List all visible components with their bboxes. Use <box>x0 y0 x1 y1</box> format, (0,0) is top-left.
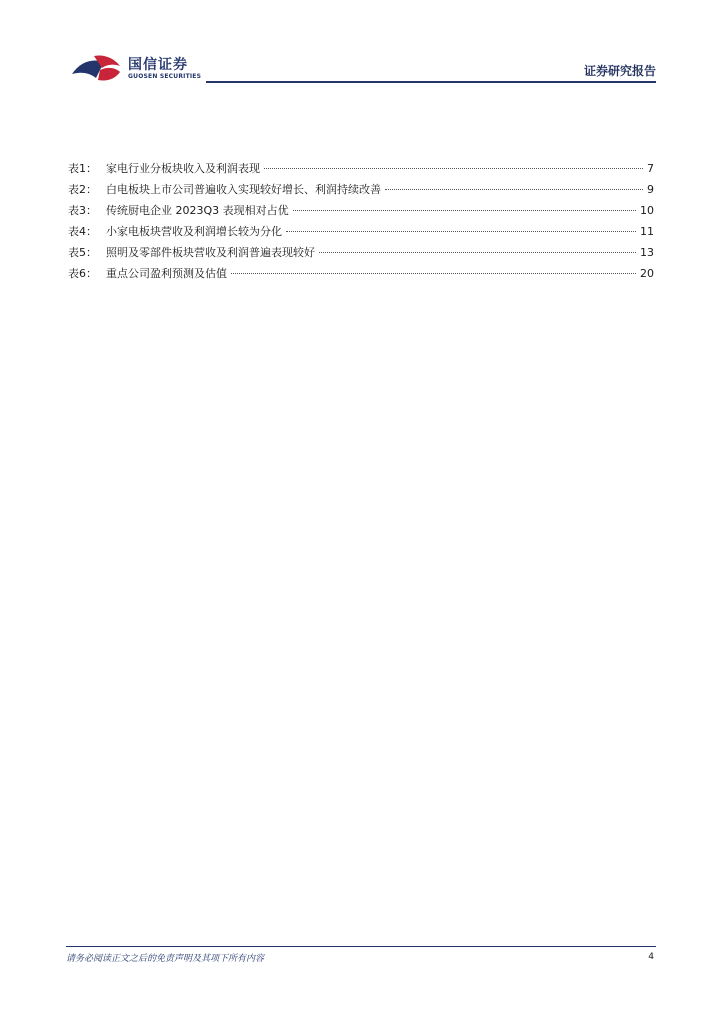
toc-entry-title[interactable]: 照明及零部件板块营收及利润普遍表现较好 <box>106 246 315 259</box>
footer-divider <box>66 946 656 947</box>
toc-entry-page[interactable]: 10 <box>640 204 654 217</box>
guosen-logo-icon <box>70 52 122 84</box>
footer-disclaimer: 请务必阅读正文之后的免责声明及其项下所有内容 <box>66 954 265 964</box>
toc-entry-title[interactable]: 重点公司盈利预测及估值 <box>106 267 227 280</box>
toc-entry-1[interactable] <box>68 158 656 179</box>
toc-dot-leader <box>231 273 636 274</box>
toc-entry-title[interactable]: 家电行业分板块收入及利润表现 <box>106 162 260 175</box>
toc-dot-leader <box>264 168 643 169</box>
table-of-tables <box>68 158 656 284</box>
toc-entry-page[interactable]: 13 <box>640 246 654 259</box>
page-header <box>66 50 656 86</box>
toc-entry-5[interactable] <box>68 242 656 263</box>
toc-entry-page[interactable]: 11 <box>640 225 654 238</box>
toc-entry-page[interactable]: 7 <box>647 162 654 175</box>
toc-entry-page[interactable]: 20 <box>640 267 654 280</box>
page-number: 4 <box>648 952 654 962</box>
toc-entry-title[interactable]: 传统厨电企业 2023Q3 表现相对占优 <box>106 204 289 217</box>
company-logo <box>70 52 210 84</box>
toc-entry-6[interactable] <box>68 263 656 284</box>
toc-entry-label: 表4： <box>68 225 97 238</box>
toc-entry-label: 表1： <box>68 162 97 175</box>
toc-dot-leader <box>319 252 636 253</box>
toc-dot-leader <box>385 189 643 190</box>
toc-dot-leader <box>286 231 636 232</box>
page-footer <box>66 946 656 966</box>
toc-entry-label: 表2： <box>68 183 97 196</box>
header-divider <box>206 81 656 83</box>
toc-entry-2[interactable] <box>68 179 656 200</box>
toc-entry-3[interactable] <box>68 200 656 221</box>
toc-entry-label: 表5： <box>68 246 97 259</box>
toc-entry-title[interactable]: 小家电板块营收及利润增长较为分化 <box>106 225 282 238</box>
toc-entry-label: 表6： <box>68 267 97 280</box>
toc-entry-4[interactable] <box>68 221 656 242</box>
toc-entry-title[interactable]: 白电板块上市公司普遍收入实现较好增长、利润持续改善 <box>106 183 381 196</box>
logo-english-name: GUOSEN SECURITIES <box>128 73 202 80</box>
logo-chinese-name: 国信证券 <box>128 57 188 73</box>
toc-entry-label: 表3： <box>68 204 97 217</box>
toc-dot-leader <box>293 210 636 211</box>
toc-entry-page[interactable]: 9 <box>647 183 654 196</box>
report-type-label: 证券研究报告 <box>583 64 656 78</box>
